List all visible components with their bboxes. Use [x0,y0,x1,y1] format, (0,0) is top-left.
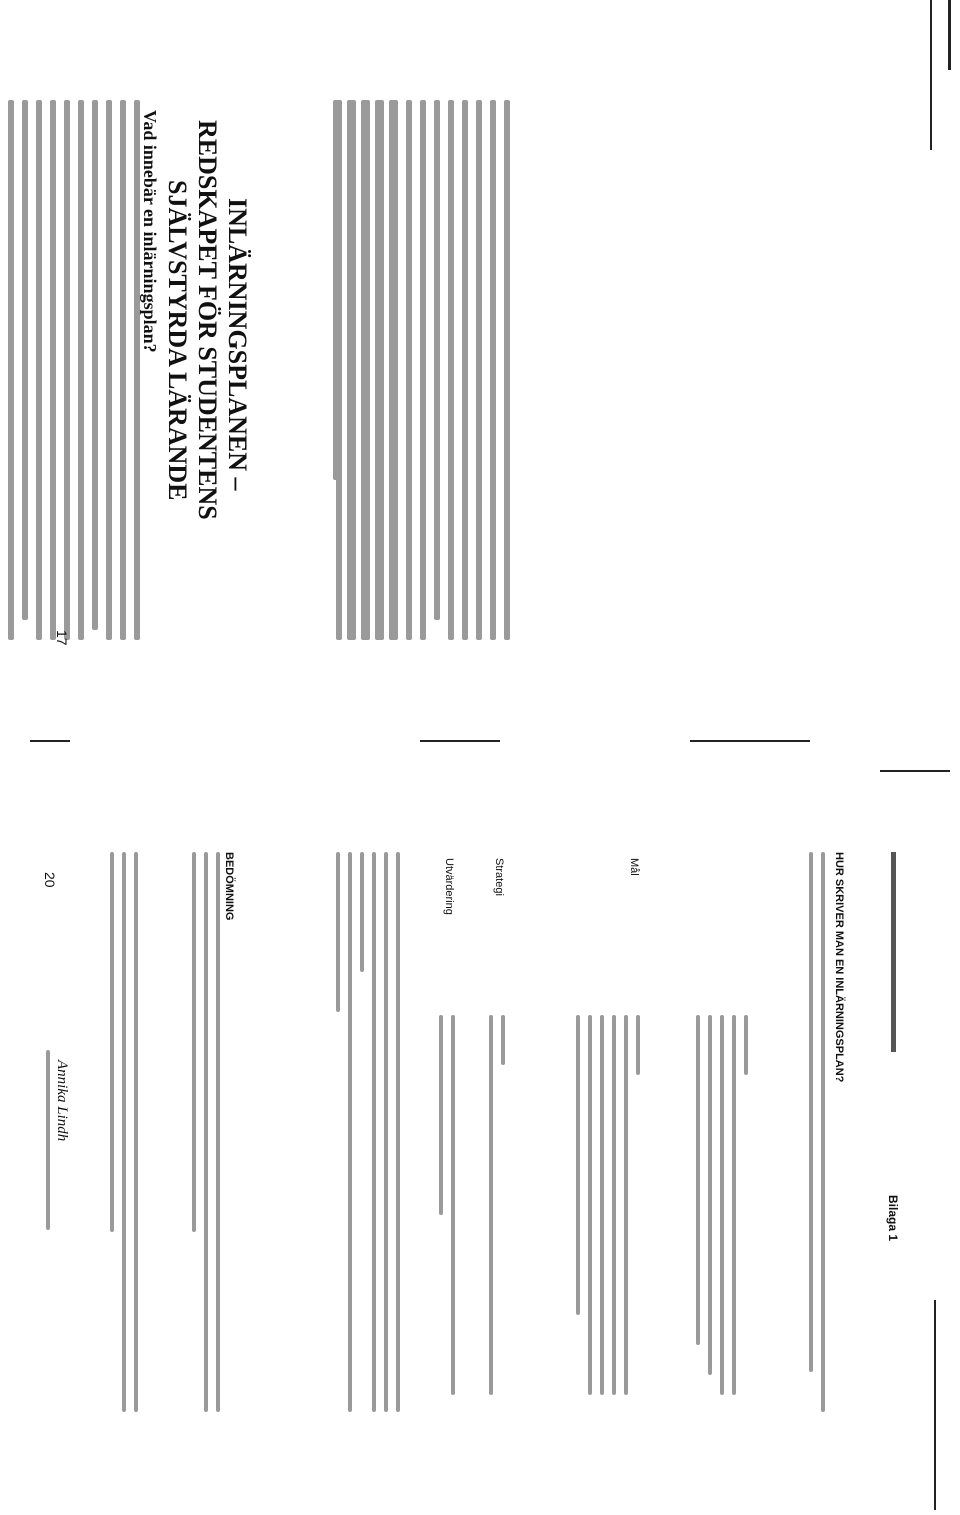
appendix-label: Bilaga 1 [886,1195,900,1242]
body-text-block [336,100,510,640]
document-title-line-2: REDSKAPET FÖR STUDENTENS [193,120,222,520]
scan-edge-top [930,0,932,150]
right-page-header [888,852,900,1052]
scan-edge-top-right [948,0,951,70]
learning-plan-paragraph [336,852,400,1412]
evaluation-column-text [439,1015,455,1395]
assessment-note [110,852,138,1412]
author-signature: Annika Lindh [54,1060,70,1142]
instructions-text [809,852,825,1412]
scan-edge-bottom [934,1300,936,1510]
body-text-block [0,100,140,640]
section-question-heading: Vad innebär en inlärningsplan? [140,110,160,353]
why-column-text [576,1015,640,1395]
what-column-text [696,1015,748,1395]
assessment-text [192,852,220,1412]
how-column-text [489,1015,505,1395]
page-divider-mark [880,770,950,772]
document-title-line-3: SJÄLVSTYRDA LÄRANDE [163,180,192,501]
author-affiliation [46,1050,50,1230]
row-label-evaluation: Utvärdering [443,858,455,915]
instructions-heading: HUR SKRIVER MAN EN INLÄRNINGSPLAN? [833,852,845,1083]
row-label-goal: Mål [628,858,640,876]
page-divider-mark [420,740,500,742]
page-number-left: 17 [54,630,70,646]
assessment-heading: BEDÖMNING [223,852,235,921]
page-number-right: 20 [42,872,58,888]
document-title-line-1: INLÄRNINGSPLANEN – [223,198,252,491]
page-divider-mark [30,740,70,742]
page-divider-mark [690,740,810,742]
row-label-strategy: Strategi [493,858,505,896]
